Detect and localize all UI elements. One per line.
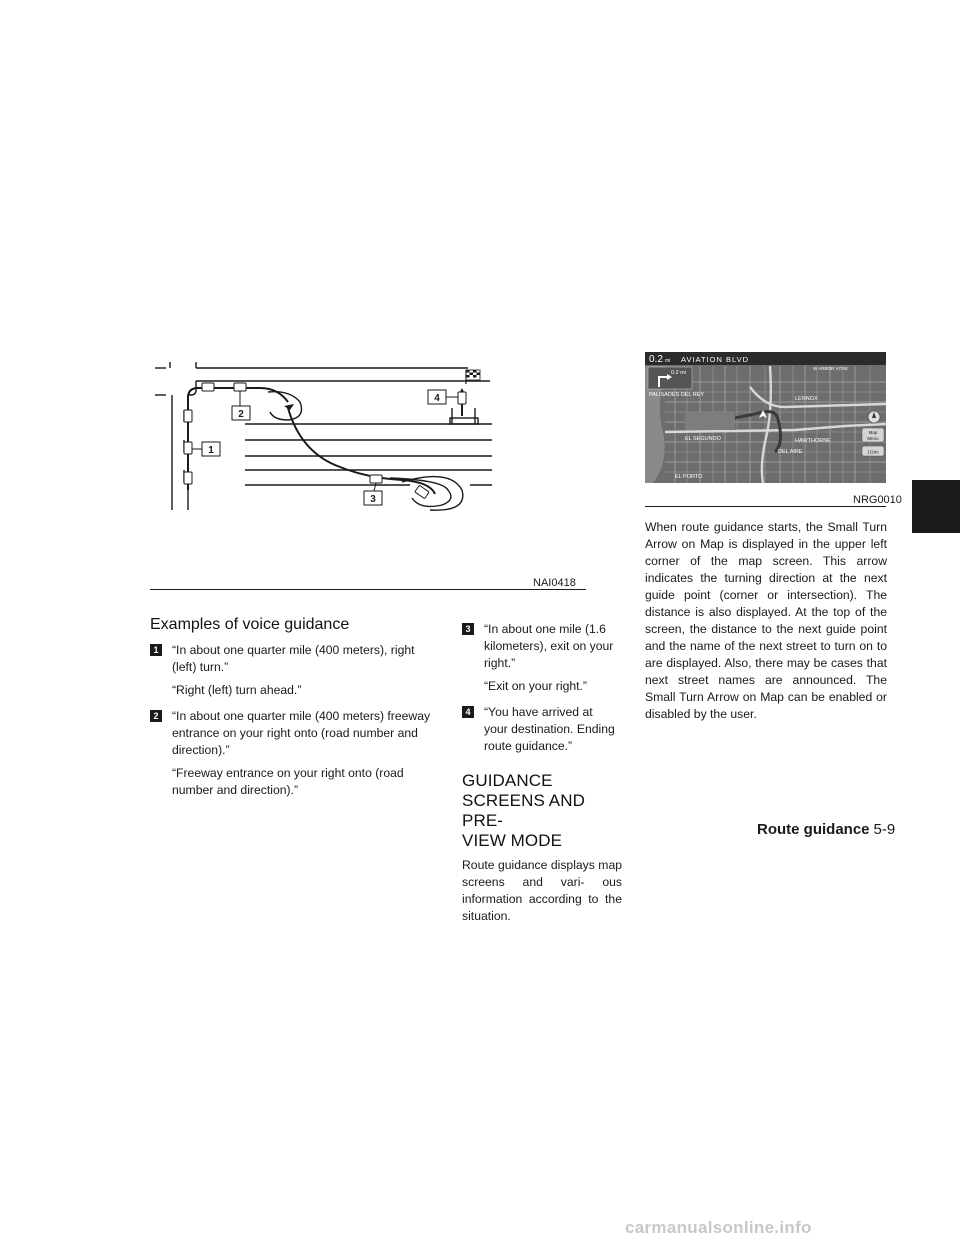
voice-guidance-section [150, 616, 435, 808]
item-quote: “Freeway entrance on your right onto (road number and direction).” [172, 766, 404, 797]
voice-guidance-item-1 [150, 642, 435, 676]
item-text: “In about one quarter mile (400 meters), right (left) turn.” [172, 643, 415, 674]
voice-guidance-item-3 [462, 621, 617, 672]
item-number-icon: 3 [462, 623, 474, 635]
small-turn-arrow-section [645, 519, 887, 723]
scale-label: 1/2mi [867, 449, 879, 455]
callout-2-label: 2 [238, 409, 244, 420]
map-label-palisades: PALISADES DEL REY [649, 392, 705, 398]
map-street-name: AVIATION BLVD [681, 355, 750, 364]
map-label-segundo: EL SEGUNDO [685, 436, 721, 442]
voice-guidance-item-4 [462, 704, 617, 755]
figure-code-map: NRG0010 [853, 494, 902, 506]
figure-rule [645, 506, 886, 507]
voice-guidance-continued [462, 621, 623, 925]
map-label-porto: EL PORTO [675, 474, 703, 480]
map-label-lennox: LENNOX [795, 396, 818, 402]
voice-guidance-figure [150, 350, 502, 512]
map-distance: 0.2 [649, 354, 663, 365]
figure-rule [150, 589, 586, 590]
item-quote: “Exit on your right.” [484, 679, 587, 693]
heading-line-1: GUIDANCE SCREENS AND PRE- [462, 771, 585, 830]
map-distance-unit: mi [665, 358, 671, 364]
item-number-icon: 1 [150, 644, 162, 656]
small-turn-arrow-text: When route guidance starts, the Small Turn Arrow on Map is displayed in the upper left corner of the map screen. This arrow indicates the turning direction at the next guide point (corner or intersection). The distance is also displayed. At the top of the screen, the distance to the next guide point and the name of the next street to turn on to are displayed. Also, there may be cases that next street names are announced. The Small Turn Arrow on Map can be enabled or disabled by the user. [645, 520, 887, 721]
map-screen-figure [645, 352, 886, 483]
callout-1-label: 1 [208, 445, 214, 456]
item-number-icon: 2 [150, 710, 162, 722]
footer-page-number: 5-9 [873, 821, 896, 838]
map-label-delaire: DEL AIRE [778, 449, 803, 455]
guidance-screens-text [462, 857, 622, 925]
turn-distance: 0.2 mi [671, 370, 686, 376]
item-text: “In about one mile (1.6 kilometers), exit on your right.” [484, 622, 614, 670]
watermark: carmanualsonline.info [625, 1218, 812, 1237]
item-text: “In about one quarter mile (400 meters) freeway entrance on your right onto (road number and direction).” [172, 709, 431, 757]
guidance-screens-heading [462, 771, 617, 851]
map-label-arbor: W ARBOR VITAE [813, 366, 849, 371]
figure-code-voice: NAI0418 [533, 577, 576, 589]
guidance-text-line-2: ous information according to the situation. [462, 875, 623, 923]
item-number-icon: 4 [462, 706, 474, 718]
map-menu-label-2: Menu [867, 436, 879, 441]
voice-guidance-item-2 [150, 708, 435, 759]
voice-guidance-heading: Examples of voice guidance [150, 616, 350, 633]
guidance-text-line-1: Route guidance displays map screens and vari- [462, 858, 622, 889]
callout-4-label: 4 [434, 393, 440, 404]
heading-line-2: VIEW MODE [462, 831, 563, 850]
map-menu-label-1: Map [868, 430, 878, 435]
map-label-hawthorne: HAWTHORNE [795, 438, 831, 444]
item-quote: “Right (left) turn ahead.” [172, 683, 302, 697]
callout-3-label: 3 [370, 494, 376, 505]
chapter-tab-marker [912, 480, 960, 533]
footer-section: Route guidance [757, 821, 870, 838]
page-footer [757, 821, 895, 838]
item-text: “You have arrived at your destination. Ending route guidance.” [484, 705, 615, 753]
